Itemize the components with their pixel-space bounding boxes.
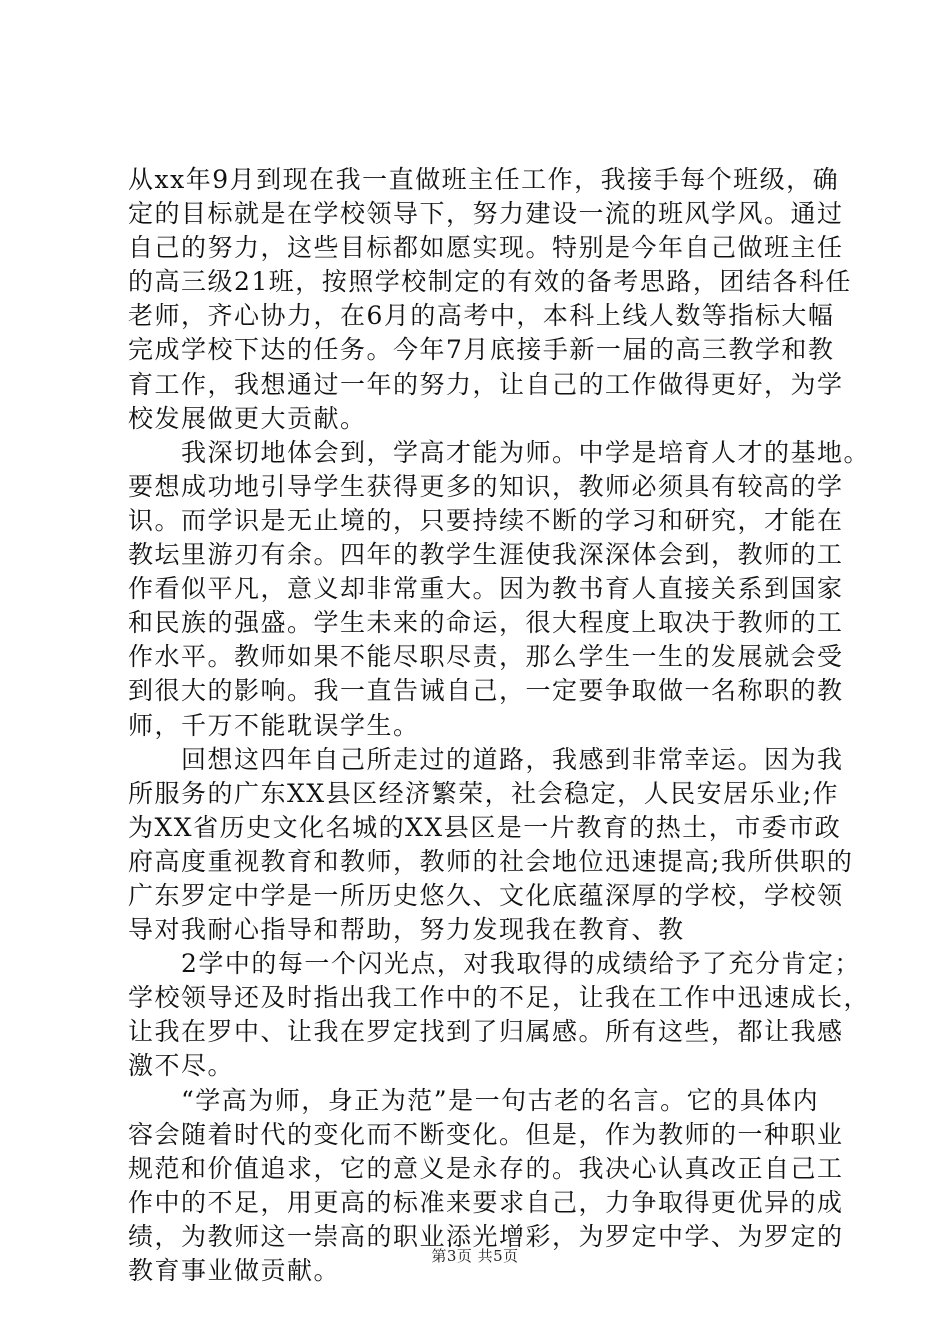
text-line: “学高为师，身正为范”是一句古老的名言。它的具体内	[128, 1085, 820, 1115]
text-line: 要想成功地引导学生获得更多的知识，教师必须具有较高的学	[128, 471, 844, 501]
text-line: 作中的不足，用更高的标准来要求自己，力争取得更优异的成	[128, 1187, 844, 1217]
text-line: 绩，为教师这一崇高的职业添光增彩，为罗定中学、为罗定的	[128, 1221, 844, 1251]
text-line: 校发展做更大贡献。	[128, 403, 367, 433]
text-line: 让我在罗中、让我在罗定找到了归属感。所有这些，都让我感	[128, 1017, 844, 1047]
text-line: 2学中的每一个闪光点，对我取得的成绩给予了充分肯定；	[128, 949, 861, 979]
text-line: 自己的努力，这些目标都如愿实现。特别是今年自己做班主任	[128, 233, 844, 263]
text-line: 从xx年9月到现在我一直做班主任工作，我接手每个班级，确	[128, 165, 840, 194]
text-line: 教坛里游刃有余。四年的教学生涯使我深深体会到，教师的工	[128, 540, 844, 570]
text-line: 的高三级21班，按照学校制定的有效的备考思路，团结各科任	[128, 267, 852, 297]
text-line: 规范和价值追求，它的意义是永存的。我决心认真改正自己工	[128, 1153, 844, 1183]
text-line: 到很大的影响。我一直告诫自己，一定要争取做一名称职的教	[128, 676, 844, 706]
text-line: 老师，齐心协力，在6月的高考中，本科上线人数等指标大幅	[128, 301, 835, 331]
text-line: 回想这四年自己所走过的道路，我感到非常幸运。因为我	[128, 744, 844, 774]
body-text	[128, 163, 871, 1288]
text-line: 为XX省历史文化名城的XX县区是一片教育的热土，市委市政	[128, 812, 842, 842]
text-line: 育工作，我想通过一年的努力，让自己的工作做得更好，为学	[128, 369, 844, 399]
text-line: 完成学校下达的任务。今年7月底接手新一届的高三教学和教	[128, 335, 835, 365]
text-line: 激不尽。	[128, 1051, 235, 1081]
text-line: 容会随着时代的变化而不断变化。但是，作为教师的一种职业	[128, 1119, 844, 1149]
text-line: 学校领导还及时指出我工作中的不足，让我在工作中迅速成长，	[128, 983, 871, 1013]
text-line: 所服务的广东XX县区经济繁荣，社会稳定，人民安居乐业;作	[128, 778, 840, 808]
text-line: 定的目标就是在学校领导下，努力建设一流的班风学风。通过	[128, 199, 844, 229]
text-line: 识。而学识是无止境的，只要持续不断的学习和研究，才能在	[128, 505, 844, 535]
page-number-footer: 第3页 共5页	[431, 1247, 519, 1265]
text-line: 广东罗定中学是一所历史悠久、文化底蕴深厚的学校，学校领	[128, 880, 844, 910]
text-line: 教育事业做贡献。	[128, 1256, 341, 1285]
text-line: 我深切地体会到，学高才能为师。中学是培育人才的基地。	[128, 437, 871, 467]
text-line: 导对我耐心指导和帮助，努力发现我在教育、教	[128, 915, 685, 945]
text-line: 作水平。教师如果不能尽职尽责，那么学生一生的发展就会受	[128, 642, 844, 672]
text-line: 作看似平凡，意义却非常重大。因为教书育人直接关系到国家	[128, 574, 844, 604]
text-line: 师，千万不能耽误学生。	[128, 710, 420, 740]
text-line: 和民族的强盛。学生未来的命运，很大程度上取决于教师的工	[128, 608, 844, 638]
text-line: 府高度重视教育和教师，教师的社会地位迅速提高;我所供职的	[128, 846, 854, 876]
